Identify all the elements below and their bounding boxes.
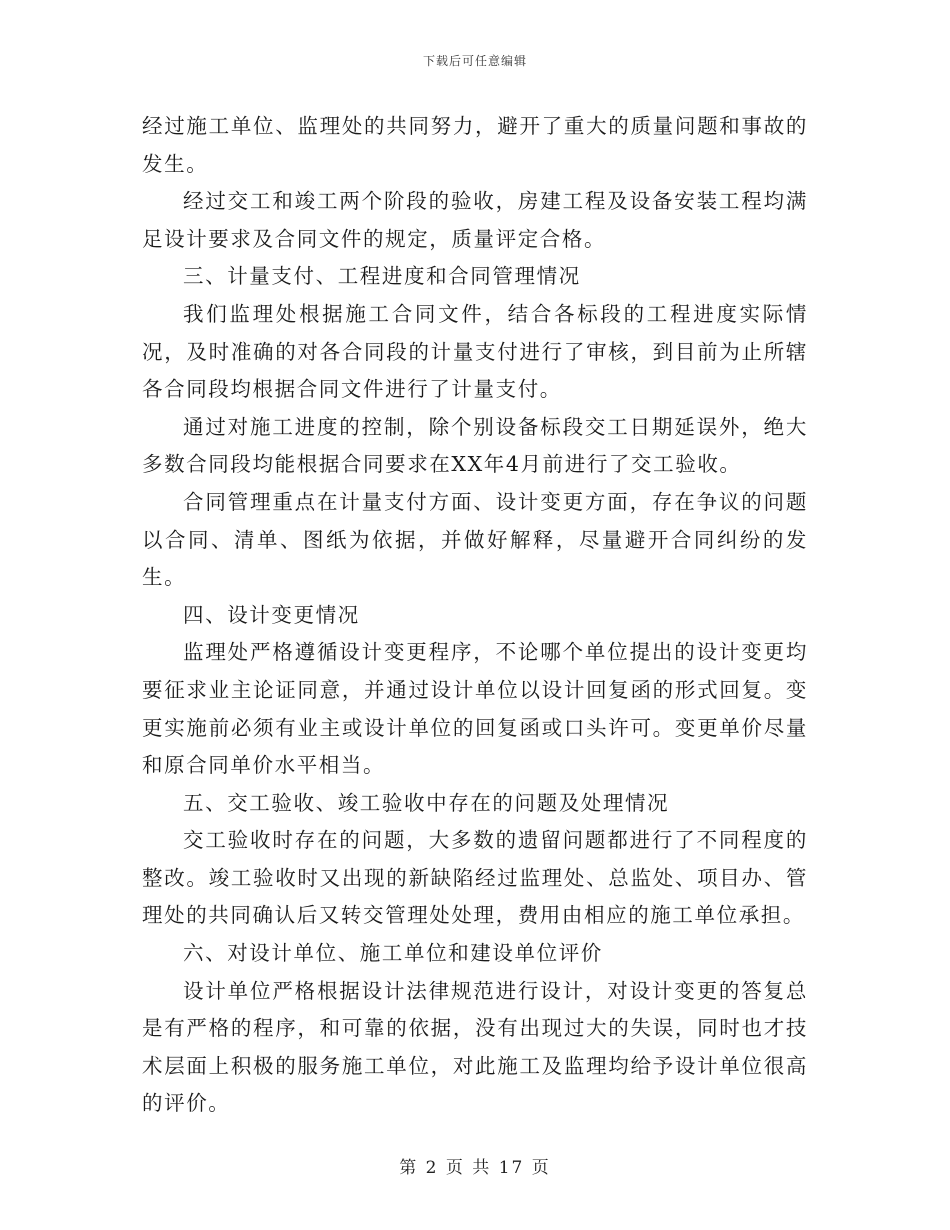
section-heading-3: 三、计量支付、工程进度和合同管理情况 (183, 264, 581, 289)
paragraph-measurement-payment: 我们监理处根据施工合同文件，结合各标段的工程进度实际情况，及时准确的对各合同段的计量支付进行了审核，到目前为止所辖各合同段均根据合同文件进行了计量支付。 (142, 301, 808, 402)
page-header: 下载后可任意编辑 (422, 54, 527, 68)
paragraph-design-change: 监理处严格遵循设计变更程序，不论哪个单位提出的设计变更均要征求业主论证同意，并通过设计单位以设计回复函的形式回复。变更实施前必须有业主或设计单位的回复函或口头许可。变更单价尽量和原合同单价水平相当。 (142, 640, 808, 778)
paragraph-continuation: 经过施工单位、监理处的共同努力，避开了重大的质量问题和事故的发生。 (142, 114, 808, 176)
document-body (142, 108, 808, 1123)
section-heading-4: 四、设计变更情况 (183, 602, 360, 627)
paragraph-evaluation: 设计单位严格根据设计法律规范进行设计，对设计变更的答复总是有严格的程序，和可靠的依据，没有出现过大的失误，同时也才技术层面上积极的服务施工单位，对此施工及监理均给予设计单位很高的评价。 (142, 978, 808, 1116)
page-number-footer: 第 2 页 共 17 页 (399, 1158, 551, 1178)
paragraph-progress-control: 通过对施工进度的控制，除个别设备标段交工日期延误外，绝大多数合同段均能根据合同要求在XX年4月前进行了交工验收。 (142, 414, 808, 477)
section-heading-6: 六、对设计单位、施工单位和建设单位评价 (183, 941, 603, 966)
paragraph-acceptance: 经过交工和竣工两个阶段的验收，房建工程及设备安装工程均满足设计要求及合同文件的规定，质量评定合格。 (142, 189, 808, 251)
paragraph-acceptance-issues: 交工验收时存在的问题，大多数的遗留问题都进行了不同程度的整改。竣工验收时又出现的新缺陷经过监理处、总监处、项目办、管理处的共同确认后又转交管理处处理，费用由相应的施工单位承担。 (142, 828, 808, 928)
paragraph-contract-management: 合同管理重点在计量支付方面、设计变更方面，存在争议的问题以合同、清单、图纸为依据，并做好解释，尽量避开合同纠纷的发生。 (142, 489, 808, 590)
section-heading-5: 五、交工验收、竣工验收中存在的问题及处理情况 (183, 790, 670, 815)
